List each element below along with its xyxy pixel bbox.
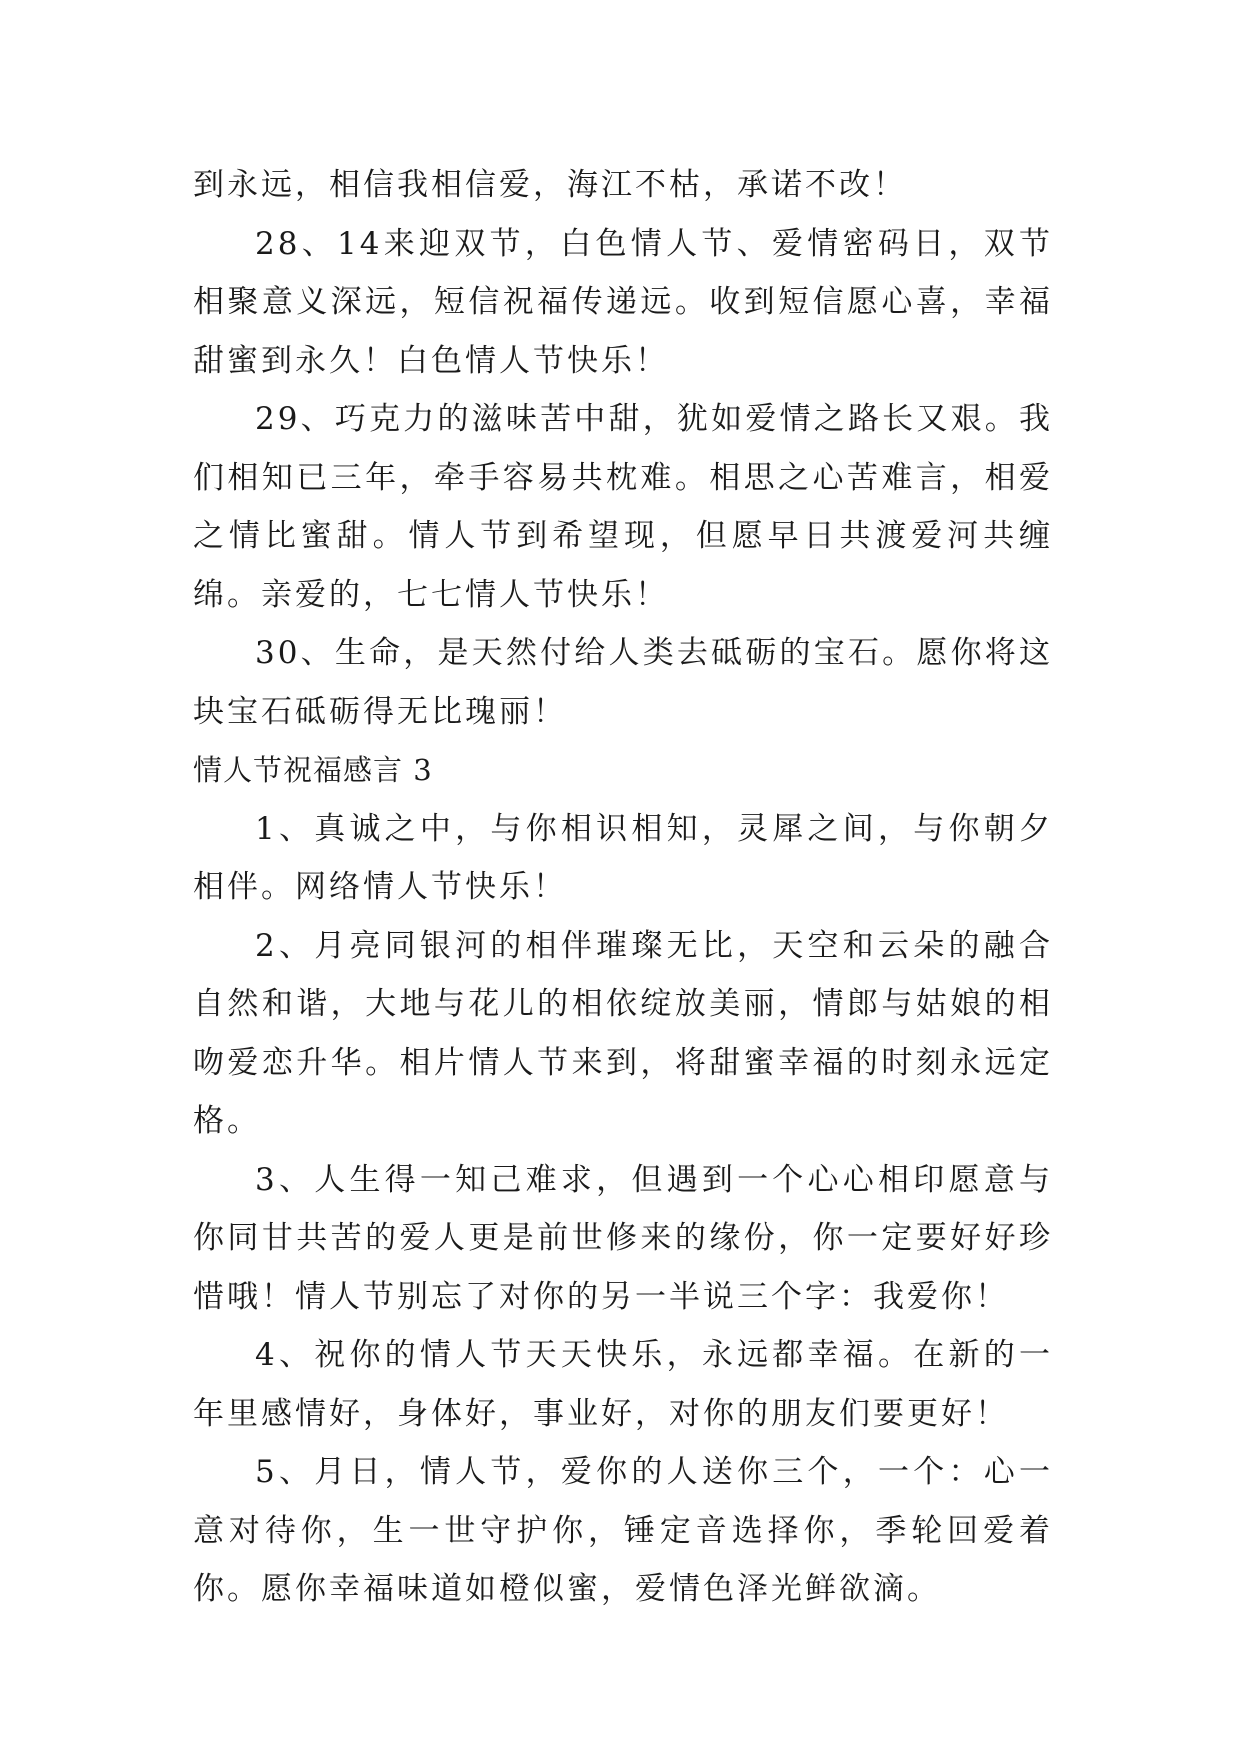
section-item-2: 2、月亮同银河的相伴璀璨无比，天空和云朵的融合自然和谐，大地与花儿的相依绽放美丽，情郎与姑娘的相吻爱恋升华。相片情人节来到，将甜蜜幸福的时刻永远定格。 xyxy=(193,927,1053,1139)
paragraph-29: 29、巧克力的滋味苦中甜，犹如爱情之路长又艰。我们相知已三年，牵手容易共枕难。相思之心苦难言，相爱之情比蜜甜。情人节到希望现，但愿早日共渡爱河共缠绵。亲爱的，七七情人节快乐！ xyxy=(193,401,1053,613)
section-item-3: 3、人生得一知己难求，但遇到一个心心相印愿意与你同甘共苦的爱人更是前世修来的缘份，你一定要好好珍惜哦！情人节别忘了对你的另一半说三个字：我爱你！ xyxy=(193,1161,1053,1315)
continuation-paragraph: 到永远，相信我相信爱，海江不枯，承诺不改！ xyxy=(193,167,907,203)
section-item-5: 5、月日，情人节，爱你的人送你三个，一个：心一意对待你，生一世守护你，锤定音选择你，季轮回爱着你。愿你幸福味道如橙似蜜，爱情色泽光鲜欲滴。 xyxy=(193,1454,1053,1607)
section-item-1: 1、真诚之中，与你相识相知，灵犀之间，与你朝夕相伴。网络情人节快乐！ xyxy=(193,810,1053,905)
paragraph-28: 28、14来迎双节，白色情人节、爱情密码日，双节相聚意义深远，短信祝福传递远。收到短信愿心喜，幸福甜蜜到永久！白色情人节快乐！ xyxy=(193,225,1053,379)
section-item-4: 4、祝你的情人节天天快乐，永远都幸福。在新的一年里感情好，身体好，事业好，对你的朋友们要更好！ xyxy=(193,1337,1053,1432)
section-heading: 情人节祝福感言 3 xyxy=(193,753,433,787)
paragraph-30: 30、生命，是天然付给人类去砥砺的宝石。愿你将这块宝石砥砺得无比瑰丽！ xyxy=(193,635,1053,730)
document-body xyxy=(193,156,1053,1619)
